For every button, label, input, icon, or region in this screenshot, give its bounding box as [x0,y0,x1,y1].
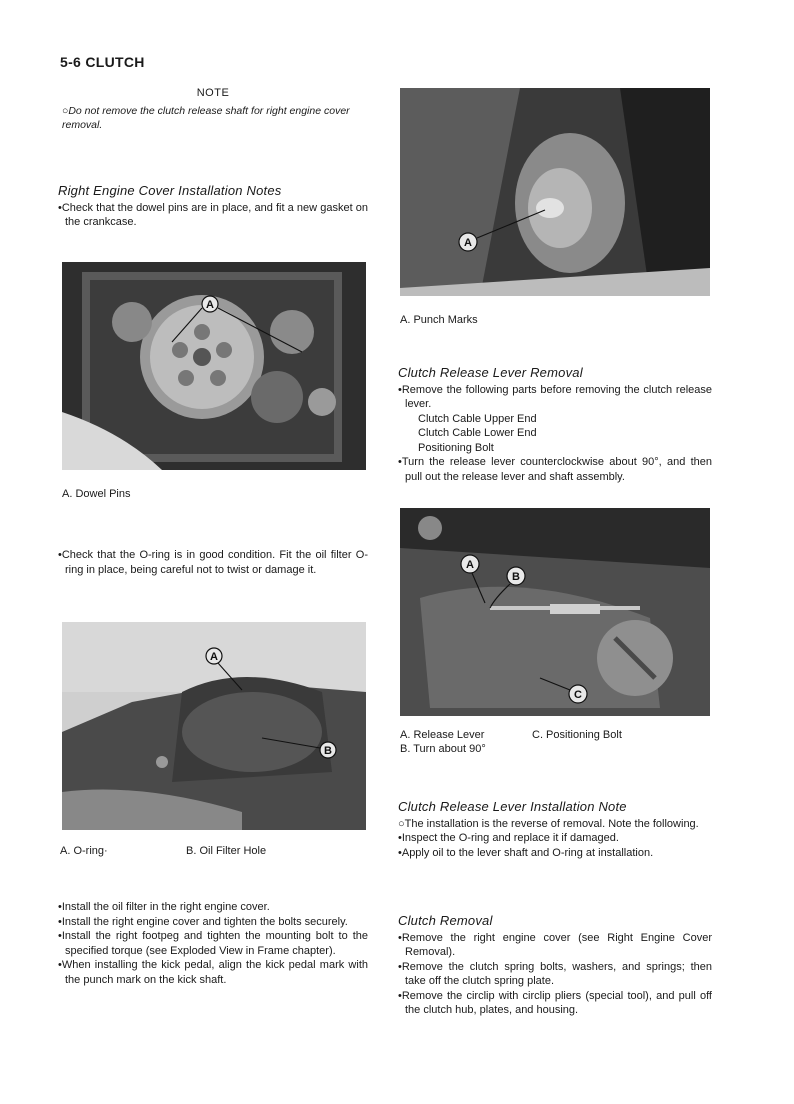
caption-release-lever: A. Release Lever [400,729,485,741]
bullet-step: •Install the right engine cover and tighten the bolts securely. [58,915,348,928]
photo-dowel-pins [62,262,366,470]
bullet-step: •Remove the clutch spring bolts, washers, and springs; then take off the clutch spring plate. [398,960,712,987]
callout-a: A [464,237,472,249]
bullet-step: •When installing the kick pedal, align the kick pedal mark with the punch mark on the kick shaft. [58,959,368,986]
caption-punch-marks: A. Punch Marks [400,314,478,326]
section-title: Clutch Release Lever Removal [398,365,583,380]
bullet-step: •Remove the circlip with circlip pliers (special tool), and pull off the clutch hub, plates, and housing. [398,989,712,1016]
bullet-oring: •Check that the O-ring is in good condition. Fit the oil filter O-ring in place, being careful not to twist or damage it. [58,549,368,576]
photo-release-lever [400,508,710,716]
photo-punch-marks [400,88,710,296]
bullet-inspect: •Inspect the O-ring and replace it if damaged. [398,832,619,844]
release-lever-install-section [398,800,712,860]
caption-oring: A. O-ring· [60,845,108,857]
release-lever-removal-section [398,366,712,484]
caption-positioning-bolt: C. Positioning Bolt [532,729,622,741]
bullet-step: •Install the oil filter in the right engine cover. [58,901,270,913]
list-item: Clutch Cable Upper End [418,412,537,425]
page-heading: 5-6 CLUTCH [60,54,145,70]
section-title: Clutch Removal [398,913,493,928]
caption-turn-90: B. Turn about 90° [400,743,486,755]
callout-a: A [466,559,474,571]
caption-oil-filter-hole: B. Oil Filter Hole [186,845,267,857]
section-title: Right Engine Cover Installation Notes [58,183,282,198]
bullet-dowel-pins: •Check that the dowel pins are in place, and fit a new gasket on the crankcase. [58,201,368,228]
callout-a: A [210,651,218,663]
photo-oring [62,622,366,830]
final-steps-block [58,900,368,987]
section-title: Clutch Release Lever Installation Note [398,799,627,814]
oring-check-block [58,548,368,577]
note-title: NOTE [196,87,230,99]
callout-c: C [574,689,582,701]
right-cover-install-section [58,184,368,230]
note-body: ○Do not remove the clutch release shaft for right engine cover removal. [62,104,350,131]
callout-b: B [324,745,332,757]
caption-dowel-pins: A. Dowel Pins [62,488,131,500]
note-line: ○The installation is the reverse of removal. Note the following. [398,817,699,830]
note-block [58,86,368,133]
callout-a: A [206,299,214,311]
list-item: Clutch Cable Lower End [418,427,537,439]
bullet-step: •Install the right footpeg and tighten the mounting bolt to the specified torque (see Exploded View in Frame chapter). [58,930,368,957]
list-item: Positioning Bolt [418,441,494,454]
callout-b: B [512,571,520,583]
bullet-apply-oil: •Apply oil to the lever shaft and O-ring at installation. [398,846,654,859]
clutch-removal-section [398,914,712,1018]
bullet-step: •Remove the right engine cover (see Right Engine Cover Removal). [398,931,712,958]
bullet-turn-lever: •Turn the release lever counterclockwise about 90°, and then pull out the release lever and shaft assembly. [398,456,712,483]
bullet-remove-parts: •Remove the following parts before removing the clutch release lever. [398,383,712,410]
